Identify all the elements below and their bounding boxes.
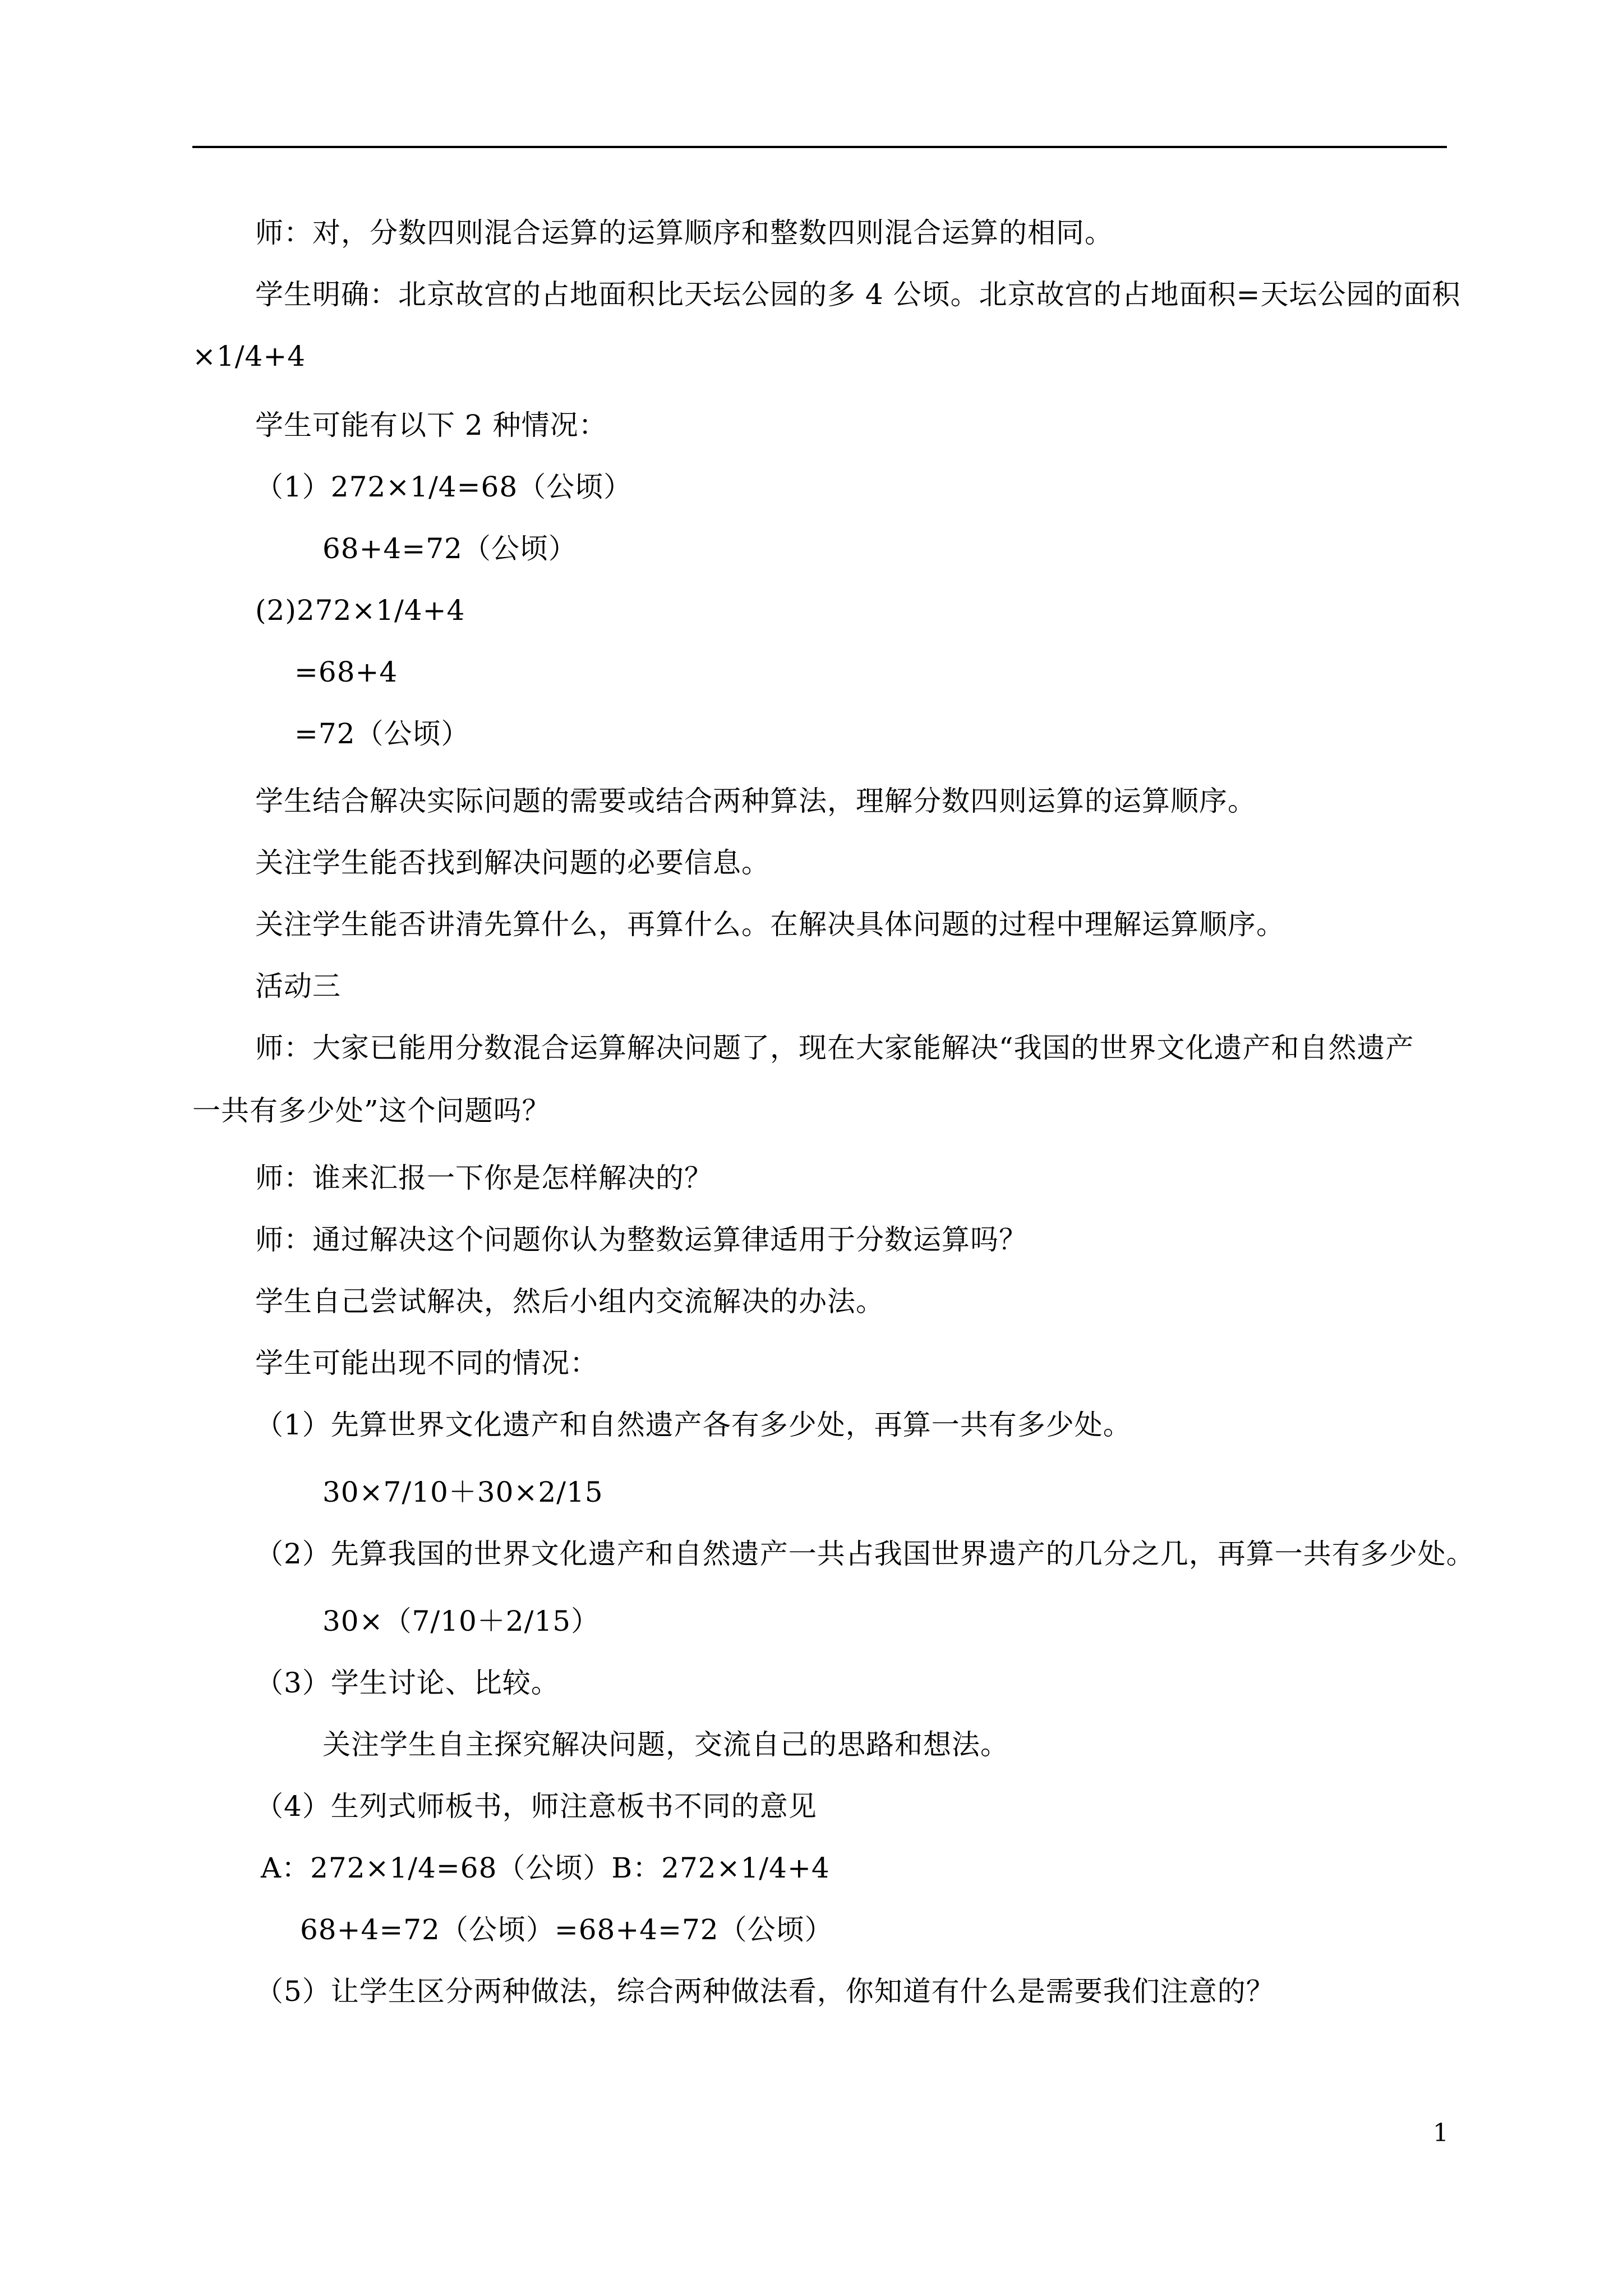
text-line: （4）生列式师板书，师注意板书不同的意见 <box>255 1790 817 1823</box>
text-line: 学生结合解决实际问题的需要或结合两种算法，理解分数四则运算的运算顺序。 <box>255 785 1256 817</box>
page-number: 1 <box>1433 2119 1449 2147</box>
text-line: 68+4=72（公顷） <box>322 532 577 565</box>
text-line: 师：谁来汇报一下你是怎样解决的？ <box>255 1162 713 1194</box>
text-line: 学生可能有以下 2 种情况： <box>255 409 607 441</box>
text-line: 学生可能出现不同的情况： <box>255 1347 598 1379</box>
text-line: =68+4 <box>294 656 398 688</box>
text-line: 30×（7/10＋2/15） <box>322 1605 600 1637</box>
text-line: （2）先算我国的世界文化遗产和自然遗产一共占我国世界遗产的几分之几，再算一共有多少处。 <box>255 1538 1475 1570</box>
text-line: (2)272×1/4+4 <box>255 594 465 627</box>
header-rule <box>192 146 1447 148</box>
text-line: 关注学生能否找到解决问题的必要信息。 <box>255 846 770 879</box>
text-line: 活动三 <box>255 970 341 1002</box>
text-line: 关注学生能否讲清先算什么，再算什么。在解决具体问题的过程中理解运算顺序。 <box>255 908 1285 941</box>
text-line: （3）学生讨论、比较。 <box>255 1667 560 1699</box>
text-line: A：272×1/4=68（公顷）B：272×1/4+4 <box>261 1852 830 1884</box>
text-line: （1）272×1/4=68（公顷） <box>255 471 633 503</box>
text-line: 30×7/10＋30×2/15 <box>322 1476 603 1508</box>
text-line: ×1/4+4 <box>192 340 306 372</box>
text-line: 68+4=72（公顷）=68+4=72（公顷） <box>300 1913 833 1946</box>
text-line: （5）让学生区分两种做法，综合两种做法看，你知道有什么是需要我们注意的？ <box>255 1975 1275 2008</box>
text-line: （1）先算世界文化遗产和自然遗产各有多少处，再算一共有多少处。 <box>255 1409 1132 1441</box>
text-line: 学生自己尝试解决，然后小组内交流解决的办法。 <box>255 1285 884 1318</box>
text-line: 学生明确：北京故宫的占地面积比天坛公园的多 4 公顷。北京故宫的占地面积=天坛公园的面积 <box>255 278 1461 311</box>
text-line: 师：通过解决这个问题你认为整数运算律适用于分数运算吗？ <box>255 1223 1027 1256</box>
text-line: 关注学生自主探究解决问题，交流自己的思路和想法。 <box>322 1728 1009 1761</box>
text-line: 师：大家已能用分数混合运算解决问题了，现在大家能解决“我国的世界文化遗产和自然遗产 <box>255 1032 1414 1064</box>
text-line: 一共有多少处”这个问题吗？ <box>192 1094 551 1127</box>
text-line: 师：对，分数四则混合运算的运算顺序和整数四则混合运算的相同。 <box>255 217 1113 249</box>
text-line: =72（公顷） <box>294 717 470 750</box>
